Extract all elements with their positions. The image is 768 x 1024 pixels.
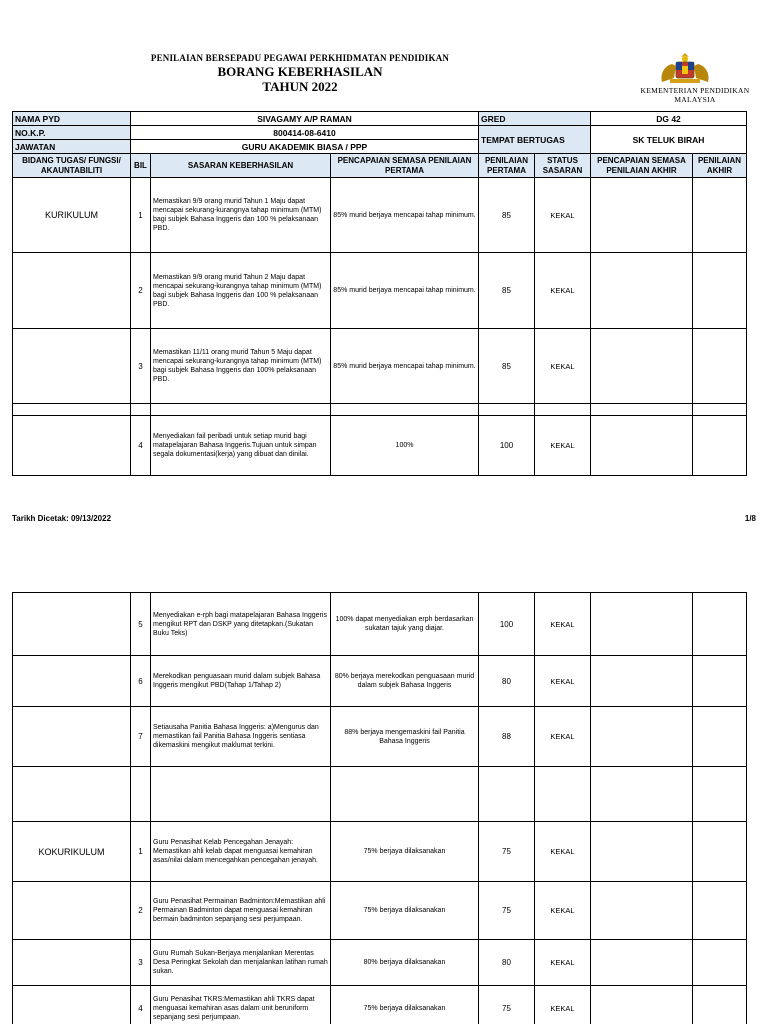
table-row: 4 Menyediakan fail peribadi untuk setiap murid bagi matapelajaran Bahasa Inggeris.Tujuan untuk simpan segala dokumentasi(kerja) yang dibuat dan dinilai. 100% 100 KEKAL <box>13 416 747 476</box>
column-headers <box>13 154 747 178</box>
table-row: KURIKULUM 1 Memastikan 9/9 orang murid Tahun 1 Maju dapat mencapai sekurang-kurangnya tahap minimum (MTM) bagi subjek Bahasa Inggeris dan 100 % pelaksanaan PBD. 85% murid berjaya mencapai tahap minimum. 85 KEKAL <box>13 178 747 253</box>
table-row: 5 Menyediakan e-rph bagi matapelajaran Bahasa Inggeris mengikut RPT dan DSKP yang ditetapkan.(Sukatan Buku Teks) 100% dapat menyediakan erph berdasarkan sukatan tajuk yang diajar. 100 KEKAL <box>13 593 747 656</box>
nama-value: SIVAGAMY A/P RAMAN <box>131 112 479 126</box>
ministry-name: KEMENTERIAN PENDIDIKAN MALAYSIA <box>640 86 750 104</box>
table-row: 2 Memastikan 9/9 orang murid Tahun 2 Maju dapat mencapai sekurang-kurangnya tahap minimum (MTM) bagi subjek Bahasa Inggeris dan 100 % pelaksanaan PBD. 85% murid berjaya mencapai tahap minimum. 85 KEKAL <box>13 253 747 329</box>
form-title-year: TAHUN 2022 <box>262 79 338 94</box>
print-date: Tarikh Dicetak: 09/13/2022 <box>12 514 112 523</box>
table-row <box>13 767 747 822</box>
col-pencapaian-akhir: PENCAPAIAN SEMASA PENILAIAN AKHIR <box>591 154 693 178</box>
table-row: 4 Guru Penasihat TKRS:Memastikan ahli TKRS dapat menguasai kemahiran asas dalam unit beruniform sepanjang sesi perjumpaan. 75% berjaya dilaksanakan 75 KEKAL <box>13 986 747 1024</box>
page2-rows <box>13 593 747 1024</box>
col-penilaian-pertama: PENILAIAN PERTAMA <box>479 154 535 178</box>
officer-info <box>13 112 747 154</box>
table-row: KOKURIKULUM 1 Guru Penasihat Kelab Pencegahan Jenayah: Memastikan ahli kelab dapat menguasai kemahiran asas/nilai dalam mencegahkan pencegahan jenayah. 75% berjaya dilaksanakan 75 KEKAL <box>13 822 747 882</box>
table-row: 6 Merekodkan penguasaan murid dalam subjek Bahasa Inggeris mengikut PBD(Tahap 1/Tahap 2) 80% berjaya merekodkan penguasaan murid dalam subjek Bahasa Inggeris 80 KEKAL <box>13 656 747 707</box>
col-pencapaian-pertama: PENCAPAIAN SEMASA PENILAIAN PERTAMA <box>331 154 479 178</box>
table-row: 7 Setiausaha Panitia Bahasa Inggeris: a)Mengurus dan memastikan fail Panitia Bahasa Inggeris sentiasa dikemaskini mengikut maklumat terkini. 88% berjaya mengemaskini fail Panitia Bahasa Inggeris 88 KEKAL <box>13 707 747 767</box>
col-bidang: BIDANG TUGAS/ FUNGSI/ AKAUNTABILITI <box>13 154 131 178</box>
results-table-page2 <box>12 592 747 1024</box>
gred-label: GRED <box>479 112 591 126</box>
results-table-page1 <box>12 111 747 476</box>
page-number: 1/8 <box>744 514 756 523</box>
nama-label: NAMA PYD <box>13 112 131 126</box>
table-row: 2 Guru Penasihat Permainan Badminton:Memastikan ahli Permainan Badminton dapat menguasai kemahiran bermain badminton sepanjang sesi perjumpaan. 75% berjaya dilaksanakan 75 KEKAL <box>13 882 747 940</box>
jawatan-label: JAWATAN <box>13 140 131 154</box>
gred-value: DG 42 <box>591 112 747 126</box>
malaysia-coat-of-arms-icon <box>656 52 714 86</box>
col-bil: BIL <box>131 154 151 178</box>
col-status: STATUS SASARAN <box>535 154 591 178</box>
table-row <box>13 404 747 416</box>
col-sasaran: SASARAN KEBERHASILAN <box>151 154 331 178</box>
table-row: 3 Memastikan 11/11 orang murid Tahun 5 Maju dapat mencapai sekurang-kurangnya tahap minimum (MTM) bagi subjek Bahasa Inggeris dan 100% pelaksanaan PBD. 85% murid berjaya mencapai tahap minimum. 85 KEKAL <box>13 329 747 404</box>
col-penilaian-akhir: PENILAIAN AKHIR <box>693 154 747 178</box>
jawatan-value: GURU AKADEMIK BIASA / PPP <box>131 140 479 154</box>
form-title-line2: BORANG KEBERHASILAN <box>217 64 383 79</box>
tempat-value: SK TELUK BIRAH <box>591 126 747 154</box>
tempat-label: TEMPAT BERTUGAS <box>479 126 591 154</box>
nokp-label: NO.K.P. <box>13 126 131 140</box>
form-title-line1: PENILAIAN BERSEPADU PEGAWAI PERKHIDMATAN PENDIDIKAN <box>150 53 450 63</box>
form-header <box>0 0 768 110</box>
nokp-value: 800414-08-6410 <box>131 126 479 140</box>
page1-rows <box>13 178 747 476</box>
table-row: 3 Guru Rumah Sukan-Berjaya menjalankan Merentas Desa Peringkat Sekolah dan menjalankan latihan rumah sukan. 80% berjaya dilaksanakan 80 KEKAL <box>13 940 747 986</box>
